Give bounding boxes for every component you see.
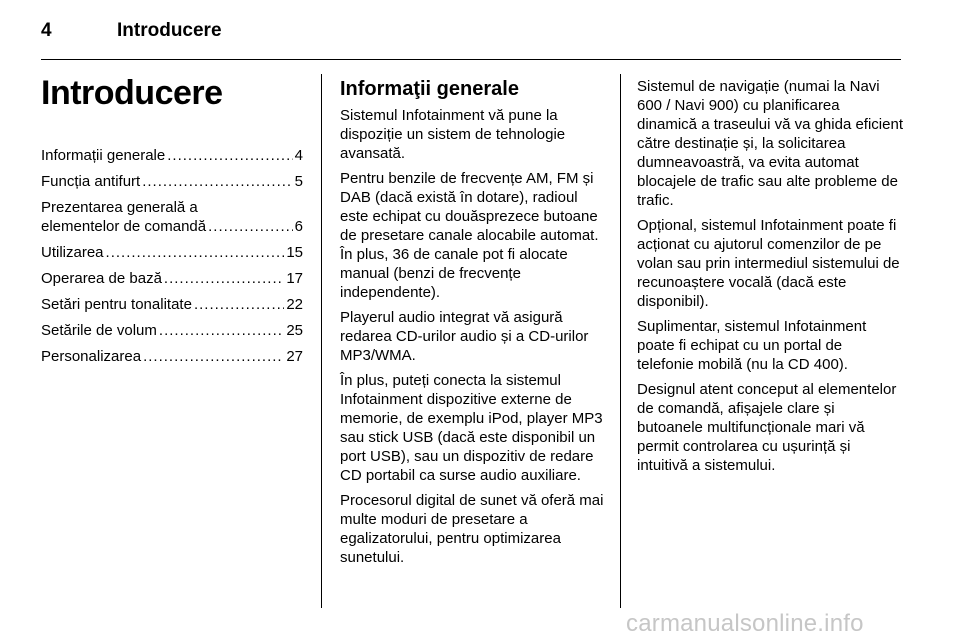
toc-item-page: 27 (286, 348, 303, 365)
toc-leader-dots (194, 295, 284, 314)
main-column-left (340, 77, 608, 573)
paragraph: Procesorul digital de sunet vă oferă mai multe moduri de presetare a egalizatorului, pentru optimizarea sunetului. (340, 492, 604, 566)
toc-item-page: 4 (294, 147, 303, 164)
toc-item-page: 17 (286, 270, 303, 287)
toc-item-informatii-generale[interactable] (41, 146, 303, 165)
toc-item-prezentarea-generala[interactable] (41, 198, 303, 236)
column-divider-left (321, 74, 322, 608)
paragraph: Suplimentar, sistemul Infotainment poate fi echipat cu un portal de telefonie mobilă (nu la CD 400). (637, 318, 867, 373)
header-rule (41, 59, 901, 60)
page-header (41, 20, 901, 44)
main-column-right (637, 77, 903, 481)
toc-item-label: Funcția antifurt (41, 173, 141, 190)
toc-item-label: Utilizarea (41, 244, 104, 261)
header-title: Introducere (117, 20, 222, 41)
paragraph: Sistemul Infotainment vă pune la dispoziție un sistem de tehnologie avansată. (340, 107, 566, 162)
toc-item-setari-tonalitate[interactable] (41, 295, 303, 314)
toc-leader-dots (208, 217, 293, 236)
paragraph: Designul atent conceput al elementelor de comandă, afișajele clare și butoanele multifuncționale mari vă permit controlarea cu ușurință și intuitivă a sistemului. (637, 381, 897, 474)
page-number: 4 (41, 20, 52, 41)
paragraph: În plus, puteți conecta la sistemul Infotainment dispozitive externe de memorie, de exemplu iPod, player MP3 sau stick USB (dacă este disponibil un port USB), sau un dispozitiv de redare CD portabil ca surse audio auxiliare. (340, 372, 603, 484)
paragraph: Playerul audio integrat vă asigură redarea CD-urilor audio și a CD-urilor MP3/WMA. (340, 309, 589, 364)
toc-item-page: 22 (286, 296, 303, 313)
section-title: Informaţii generale (340, 78, 519, 100)
toc-item-page: 25 (286, 322, 303, 339)
toc-item-functia-antifurt[interactable] (41, 172, 303, 191)
paragraph: Opțional, sistemul Infotainment poate fi acționat cu ajutorul comenzilor de pe volan sau prin intermediul sistemului de recunoaștere vocală (dacă este disponibil). (637, 217, 900, 310)
toc-item-label-line-1: Prezentarea generală a (41, 199, 198, 216)
toc-leader-dots (164, 269, 284, 288)
column-divider-right (620, 74, 621, 608)
toc-item-page: 6 (294, 218, 303, 235)
toc-item-label: Informații generale (41, 147, 166, 164)
toc-item-setarile-de-volum[interactable] (41, 321, 303, 340)
toc-leader-dots (159, 321, 284, 340)
toc-item-utilizarea[interactable] (41, 243, 303, 262)
chapter-title: Introducere (41, 74, 223, 112)
toc-leader-dots (143, 347, 284, 366)
toc-item-label-line-2: elementelor de comandă (41, 218, 207, 235)
toc-item-label: Setările de volum (41, 322, 157, 339)
toc-item-personalizarea[interactable] (41, 347, 303, 366)
watermark: carmanualsonline.info (626, 610, 864, 637)
toc-item-page: 5 (294, 173, 303, 190)
table-of-contents (41, 73, 303, 373)
toc-item-operarea-de-baza[interactable] (41, 269, 303, 288)
toc-item-label: Setări pentru tonalitate (41, 296, 192, 313)
toc-leader-dots (106, 243, 285, 262)
toc-leader-dots (142, 172, 292, 191)
toc-leader-dots (167, 146, 292, 165)
toc-item-label: Personalizarea (41, 348, 142, 365)
paragraph: Pentru benzile de frecvențe AM, FM și DAB (dacă există în dotare), radioul este echipat cu douăsprezece butoane de presetare canale alocabile automat. În plus, 36 de canale pot fi alocate manual (benzi de frecvențe independente). (340, 170, 599, 301)
toc-item-label: Operarea de bază (41, 270, 162, 287)
paragraph: Sistemul de navigație (numai la Navi 600 / Navi 900) cu planificarea dinamică a traseului vă va ghida eficient către destinație și, la solicitarea dumneavoastră, va evita automat blocajele de trafic sau alte probleme de trafic. (637, 78, 903, 209)
toc-item-page: 15 (286, 244, 303, 261)
